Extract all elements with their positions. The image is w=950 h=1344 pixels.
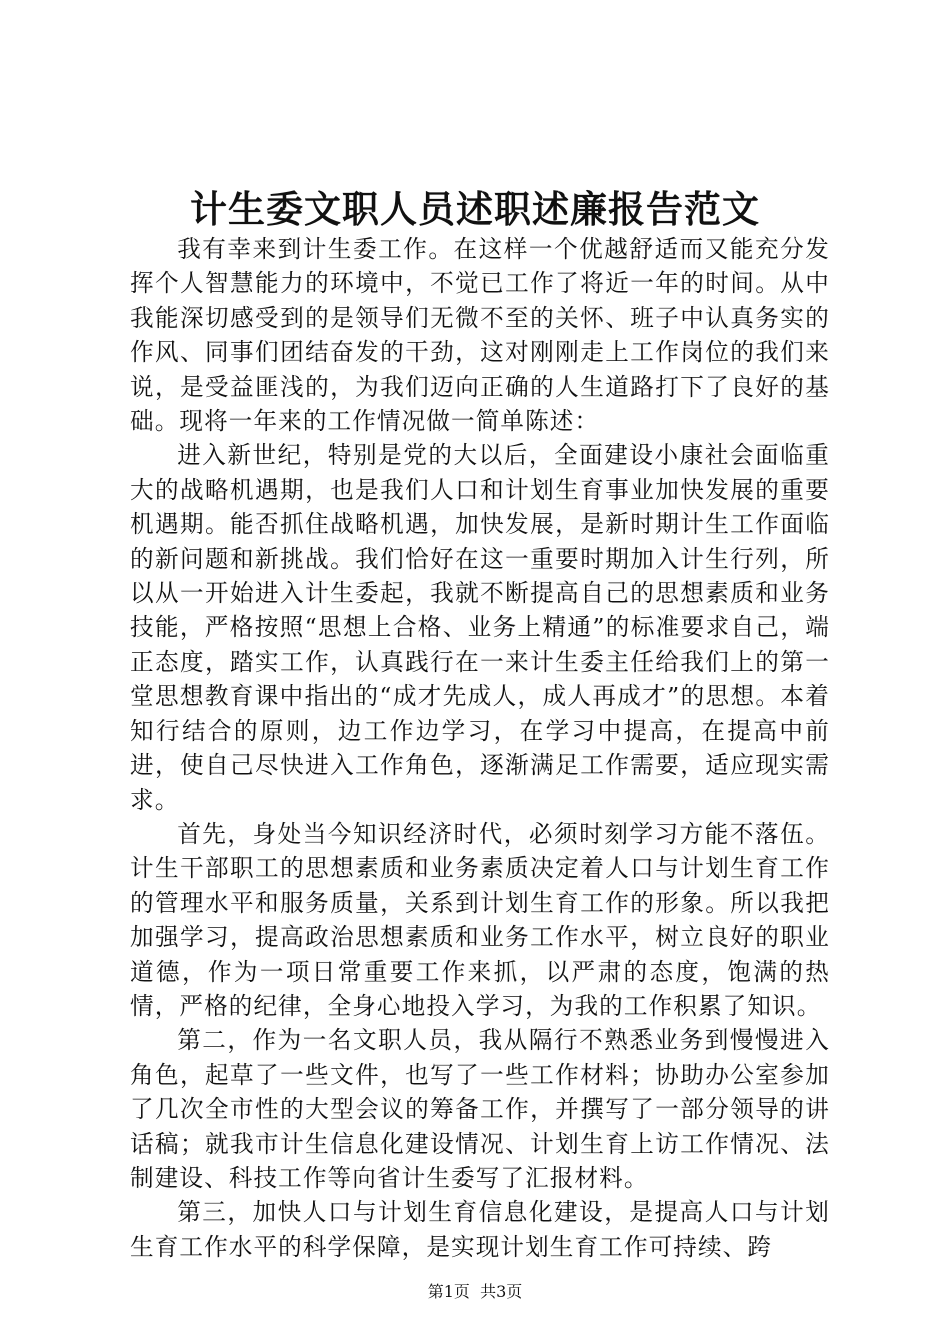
page-total: 共3页 [480,1282,523,1301]
paragraph-new-century: 进入新世纪，特别是党的大以后，全面建设小康社会面临重大的战略机遇期，也是我们人口和计划生育事业加快发展的重要机遇期。能否抓住战略机遇，加快发展，是新时期计生工作面临的新问题和新挑战。我们恰好在这一重要时期加入计生行列，所以从一开始进入计生委起，我就不断提高自己的思想素质和业务技能，严格按照“思想上合格、业务上精通”的标准要求自己，端正态度，踏实工作，认真践行在一来计生委主任给我们上的第一堂思想教育课中指出的“成才先成人，成人再成才”的思想。本着知行结合的原则，边工作边学习，在学习中提高，在提高中前进，使自己尽快进入工作角色，逐渐满足工作需要，适应现实需求。 [130,441,830,814]
paragraph-intro: 我有幸来到计生委工作。在这样一个优越舒适而又能充分发挥个人智慧能力的环境中，不觉已工作了将近一年的时间。从中我能深切感受到的是领导们无微不至的关怀、班子中认真务实的作风、同事们团结奋发的干劲，这对刚刚走上工作岗位的我们来说，是受益匪浅的，为我们迈向正确的人生道路打下了良好的基础。现将一年来的工作情况做一简单陈述： [130,235,830,436]
page-number: 第1页 [427,1282,470,1301]
paragraph-third: 第三，加快人口与计划生育信息化建设，是提高人口与计划生育工作水平的科学保障，是实现计划生育工作可持续、跨 [130,1198,830,1261]
footer-separator [470,1282,480,1301]
paragraph-first: 首先，身处当今知识经济时代，必须时刻学习方能不落伍。计生干部职工的思想素质和业务素质决定着人口与计划生育工作的管理水平和服务质量，关系到计划生育工作的形象。所以我把加强学习，提高政治思想素质和业务工作水平，树立良好的职业道德，作为一项日常重要工作来抓，以严肃的态度，饱满的热情，严格的纪律，全身心地投入学习，为我的工作积累了知识。 [130,819,830,1020]
paragraph-second: 第二，作为一名文职人员，我从隔行不熟悉业务到慢慢进入角色，起草了一些文件，也写了一些工作材料；协助办公室参加了几次全市性的大型会议的筹备工作，并撰写了一部分领导的讲话稿；就我市计生信息化建设情况、计划生育上访工作情况、法制建设、科技工作等向省计生委写了汇报材料。 [130,1026,830,1192]
page-footer [0,1280,950,1304]
document-body [130,232,830,1264]
document-title: 计生委文职人员述职述廉报告范文 [190,187,760,231]
